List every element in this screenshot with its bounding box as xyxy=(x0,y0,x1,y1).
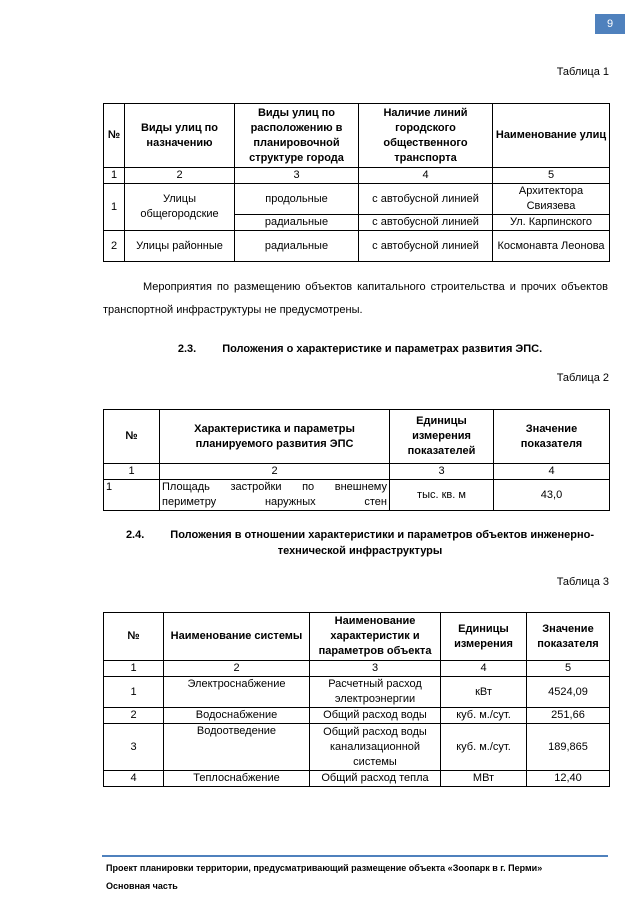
characteristic-name: Площадь застройки по внешнему периметру наружных стен xyxy=(160,480,390,511)
system-name: Водоснабжение xyxy=(164,708,310,724)
table-row xyxy=(104,231,610,262)
table-engineering xyxy=(103,612,610,787)
footer-divider xyxy=(102,855,608,857)
table3-header-system: Наименование системы xyxy=(164,613,310,661)
table-row xyxy=(104,480,610,511)
table-row xyxy=(104,184,610,215)
unit: куб. м./сут. xyxy=(441,708,527,724)
footer-subtitle: Основная часть xyxy=(106,881,178,891)
table2-header-characteristic: Характеристика и параметры планируемого развития ЭПС xyxy=(160,410,390,464)
street-transport: с автобусной линией xyxy=(359,184,493,215)
table-row xyxy=(104,771,610,787)
column-number: 2 xyxy=(125,168,235,184)
street-location: радиальные xyxy=(235,231,359,262)
row-number: 3 xyxy=(104,724,164,771)
table-streets xyxy=(103,103,610,262)
street-name: Космонавта Леонова xyxy=(493,231,610,262)
value: 12,40 xyxy=(527,771,610,787)
table2-header-unit: Единицы измерения показателей xyxy=(390,410,494,464)
unit: МВт xyxy=(441,771,527,787)
table3-header-unit: Единицы измерения xyxy=(441,613,527,661)
table1-caption: Таблица 1 xyxy=(556,66,609,78)
value: 43,0 xyxy=(494,480,610,511)
column-number: 5 xyxy=(493,168,610,184)
unit: кВт xyxy=(441,677,527,708)
column-number: 5 xyxy=(527,661,610,677)
table3-header-parameter: Наименование характеристик и параметров объекта xyxy=(310,613,441,661)
street-name: Архитектора Свиязева xyxy=(493,184,610,215)
table1-header-name: Наименование улиц xyxy=(493,104,610,168)
table3-header-value: Значение показателя xyxy=(527,613,610,661)
section-2-3-heading xyxy=(100,341,620,357)
row-number: 1 xyxy=(104,677,164,708)
street-transport: с автобусной линией xyxy=(359,215,493,231)
value: 251,66 xyxy=(527,708,610,724)
unit: куб. м./сут. xyxy=(441,724,527,771)
table3-column-numbers xyxy=(104,661,610,677)
table1-header-num: № xyxy=(104,104,125,168)
row-number: 2 xyxy=(104,708,164,724)
street-purpose: Улицы общегородские xyxy=(125,184,235,231)
table-row xyxy=(104,677,610,708)
parameter: Общий расход воды канализационной системы xyxy=(310,724,441,771)
row-number: 4 xyxy=(104,771,164,787)
street-purpose: Улицы районные xyxy=(125,231,235,262)
row-number: 1 xyxy=(104,184,125,231)
table2-caption: Таблица 2 xyxy=(556,372,609,384)
column-number: 4 xyxy=(494,464,610,480)
column-number: 3 xyxy=(235,168,359,184)
table-row xyxy=(104,708,610,724)
row-number: 1 xyxy=(104,480,160,511)
street-location: радиальные xyxy=(235,215,359,231)
page-number: 9 xyxy=(595,14,625,34)
section-title: Положения о характеристике и параметрах развития ЭПС. xyxy=(222,343,543,355)
table3-header-num: № xyxy=(104,613,164,661)
table2-header-num: № xyxy=(104,410,160,464)
system-name: Теплоснабжение xyxy=(164,771,310,787)
row-number: 2 xyxy=(104,231,125,262)
column-number: 2 xyxy=(164,661,310,677)
table2-column-numbers xyxy=(104,464,610,480)
street-location: продольные xyxy=(235,184,359,215)
section-number: 2.4. xyxy=(125,529,145,541)
column-number: 1 xyxy=(104,464,160,480)
column-number: 4 xyxy=(441,661,527,677)
section-title: Положения в отношении характеристики и параметров объектов инженерно-технической инфраструктуры xyxy=(170,529,595,557)
table1-header-transport: Наличие линий городского общественного транспорта xyxy=(359,104,493,168)
system-name: Водоотведение xyxy=(164,724,310,771)
column-number: 4 xyxy=(359,168,493,184)
unit: тыс. кв. м xyxy=(390,480,494,511)
paragraph: Мероприятия по размещению объектов капитального строительства и прочих объектов транспортной инфраструктуры не предусмотрены. xyxy=(103,281,608,316)
street-name: Ул. Карпинского xyxy=(493,215,610,231)
table3-caption: Таблица 3 xyxy=(556,576,609,588)
column-number: 2 xyxy=(160,464,390,480)
table2-header-value: Значение показателя xyxy=(494,410,610,464)
parameter: Общий расход воды xyxy=(310,708,441,724)
value: 189,865 xyxy=(527,724,610,771)
column-number: 1 xyxy=(104,661,164,677)
section-2-4-heading xyxy=(100,527,620,559)
table1-column-numbers xyxy=(104,168,610,184)
system-name: Электроснабжение xyxy=(164,677,310,708)
column-number: 1 xyxy=(104,168,125,184)
table1-header-location: Виды улиц по расположению в планировочной структуре города xyxy=(235,104,359,168)
value: 4524,09 xyxy=(527,677,610,708)
parameter: Общий расход тепла xyxy=(310,771,441,787)
street-transport: с автобусной линией xyxy=(359,231,493,262)
column-number: 3 xyxy=(390,464,494,480)
footer-project-title: Проект планировки территории, предусматривающий размещение объекта «Зоопарк в г. Перми» xyxy=(106,863,543,873)
section-number: 2.3. xyxy=(177,343,197,355)
table-eps xyxy=(103,409,610,511)
column-number: 3 xyxy=(310,661,441,677)
table1-header-purpose: Виды улиц по назначению xyxy=(125,104,235,168)
table-row xyxy=(104,724,610,771)
parameter: Расчетный расход электроэнергии xyxy=(310,677,441,708)
